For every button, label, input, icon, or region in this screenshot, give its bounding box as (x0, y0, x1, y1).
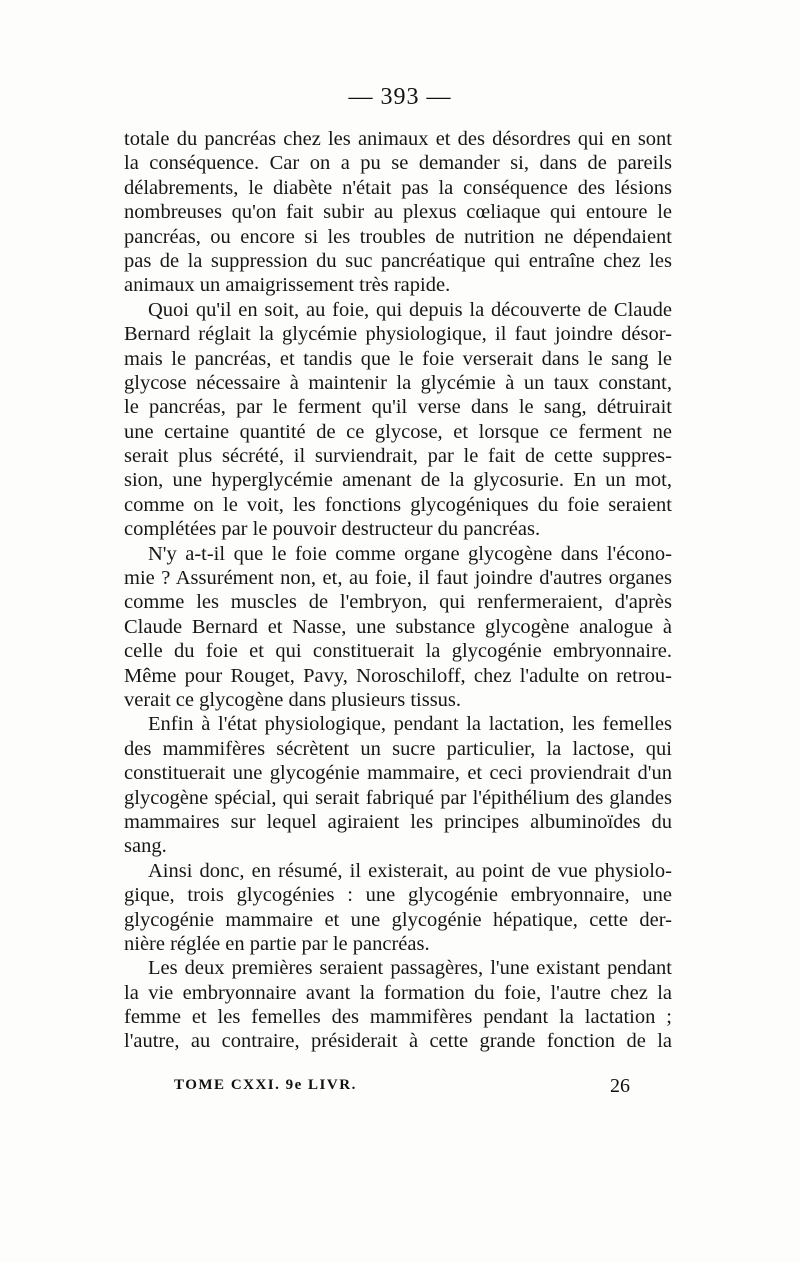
sheet-number: 26 (610, 1075, 630, 1097)
paragraph-first-line: Quoi qu'il en soit, au foie, qui depuis la découverte de Claude (148, 298, 672, 321)
text-line: des mammifères sécrètent un sucre particulier, la lactose, qui (124, 737, 672, 760)
text-line: glycogène spécial, qui serait fabriqué par l'épithélium des glandes (124, 786, 672, 809)
text-line: Bernard réglait la glycémie physiologique, il faut joindre désor- (124, 323, 672, 346)
page-number: — 393 — (348, 84, 452, 110)
text-line: le pancréas, par le ferment qu'il verse dans le sang, détruirait (124, 396, 672, 419)
text-line: la conséquence. Car on a pu se demander si, dans de pareils (124, 152, 672, 175)
text-line: mammaires sur lequel agiraient les principes albuminoïdes du (124, 810, 672, 833)
text-line: pancréas, ou encore si les troubles de nutrition ne dépendaient (124, 225, 672, 248)
volume-signature: TOME CXXI. 9e LIVR. (174, 1077, 357, 1093)
text-line: serait plus sécrété, il surviendrait, par le fait de cette suppres- (124, 445, 672, 468)
text-line: verait ce glycogène dans plusieurs tissus. (124, 688, 462, 711)
text-line: la vie embryonnaire avant la formation du foie, l'autre chez la (124, 981, 672, 1004)
text-line: sion, une hyperglycémie amenant de la glycosurie. En un mot, (124, 469, 672, 492)
paragraph-first-line: N'y a-t-il que le foie comme organe glycogène dans l'écono- (148, 542, 672, 565)
text-line: mie ? Assurément non, et, au foie, il faut joindre d'autres organes (124, 567, 672, 590)
text-line: délabrements, le diabète n'était pas la conséquence des lésions (124, 176, 672, 199)
text-line: celle du foie et qui constituerait la glycogénie embryonnaire. (124, 640, 672, 663)
text-line: sang. (124, 835, 167, 858)
text-line: glycogénie mammaire et une glycogénie hépatique, cette der- (124, 908, 672, 931)
text-line: femme et les femelles des mammifères pendant la lactation ; (124, 1006, 672, 1029)
text-line: gique, trois glycogénies : une glycogénie embryonnaire, une (124, 884, 672, 907)
text-line: une certaine quantité de ce glycose, et lorsque ce ferment ne (124, 420, 672, 443)
paragraph-first-line: Les deux premières seraient passagères, l'une existant pendant (148, 957, 672, 980)
text-line: totale du pancréas chez les animaux et des désordres qui en sont (124, 128, 672, 150)
text-line: comme on le voit, les fonctions glycogéniques du foie seraient (124, 493, 672, 516)
text-line: Même pour Rouget, Pavy, Noroschiloff, chez l'adulte on retrou- (124, 664, 672, 687)
text-line: comme les muscles de l'embryon, qui renfermeraient, d'après (124, 591, 672, 614)
text-line: animaux un amaigrissement très rapide. (124, 274, 451, 297)
text-line: l'autre, au contraire, présiderait à cette grande fonction de la (124, 1030, 672, 1053)
text-line: Claude Bernard et Nasse, une substance glycogène analogue à (124, 615, 672, 638)
paragraph-first-line: Ainsi donc, en résumé, il existerait, au point de vue physiolo- (148, 859, 672, 882)
body-text (124, 127, 672, 1054)
text-line: glycose nécessaire à maintenir la glycémie à un taux constant, (124, 371, 672, 394)
page-footer (174, 1075, 630, 1099)
text-line: nière réglée en partie par le pancréas. (124, 932, 430, 955)
text-line: nombreuses qu'on fait subir au plexus cœliaque qui entoure le (124, 201, 672, 224)
text-line: mais le pancréas, et tandis que le foie verserait dans le sang le (124, 347, 672, 370)
text-line: complétées par le pouvoir destructeur du pancréas. (124, 518, 541, 541)
paragraph-first-line: Enfin à l'état physiologique, pendant la lactation, les femelles (148, 713, 672, 736)
text-line: pas de la suppression du suc pancréatique qui entraîne chez les (124, 249, 672, 272)
text-line: constituerait une glycogénie mammaire, et ceci proviendrait d'un (124, 762, 672, 785)
